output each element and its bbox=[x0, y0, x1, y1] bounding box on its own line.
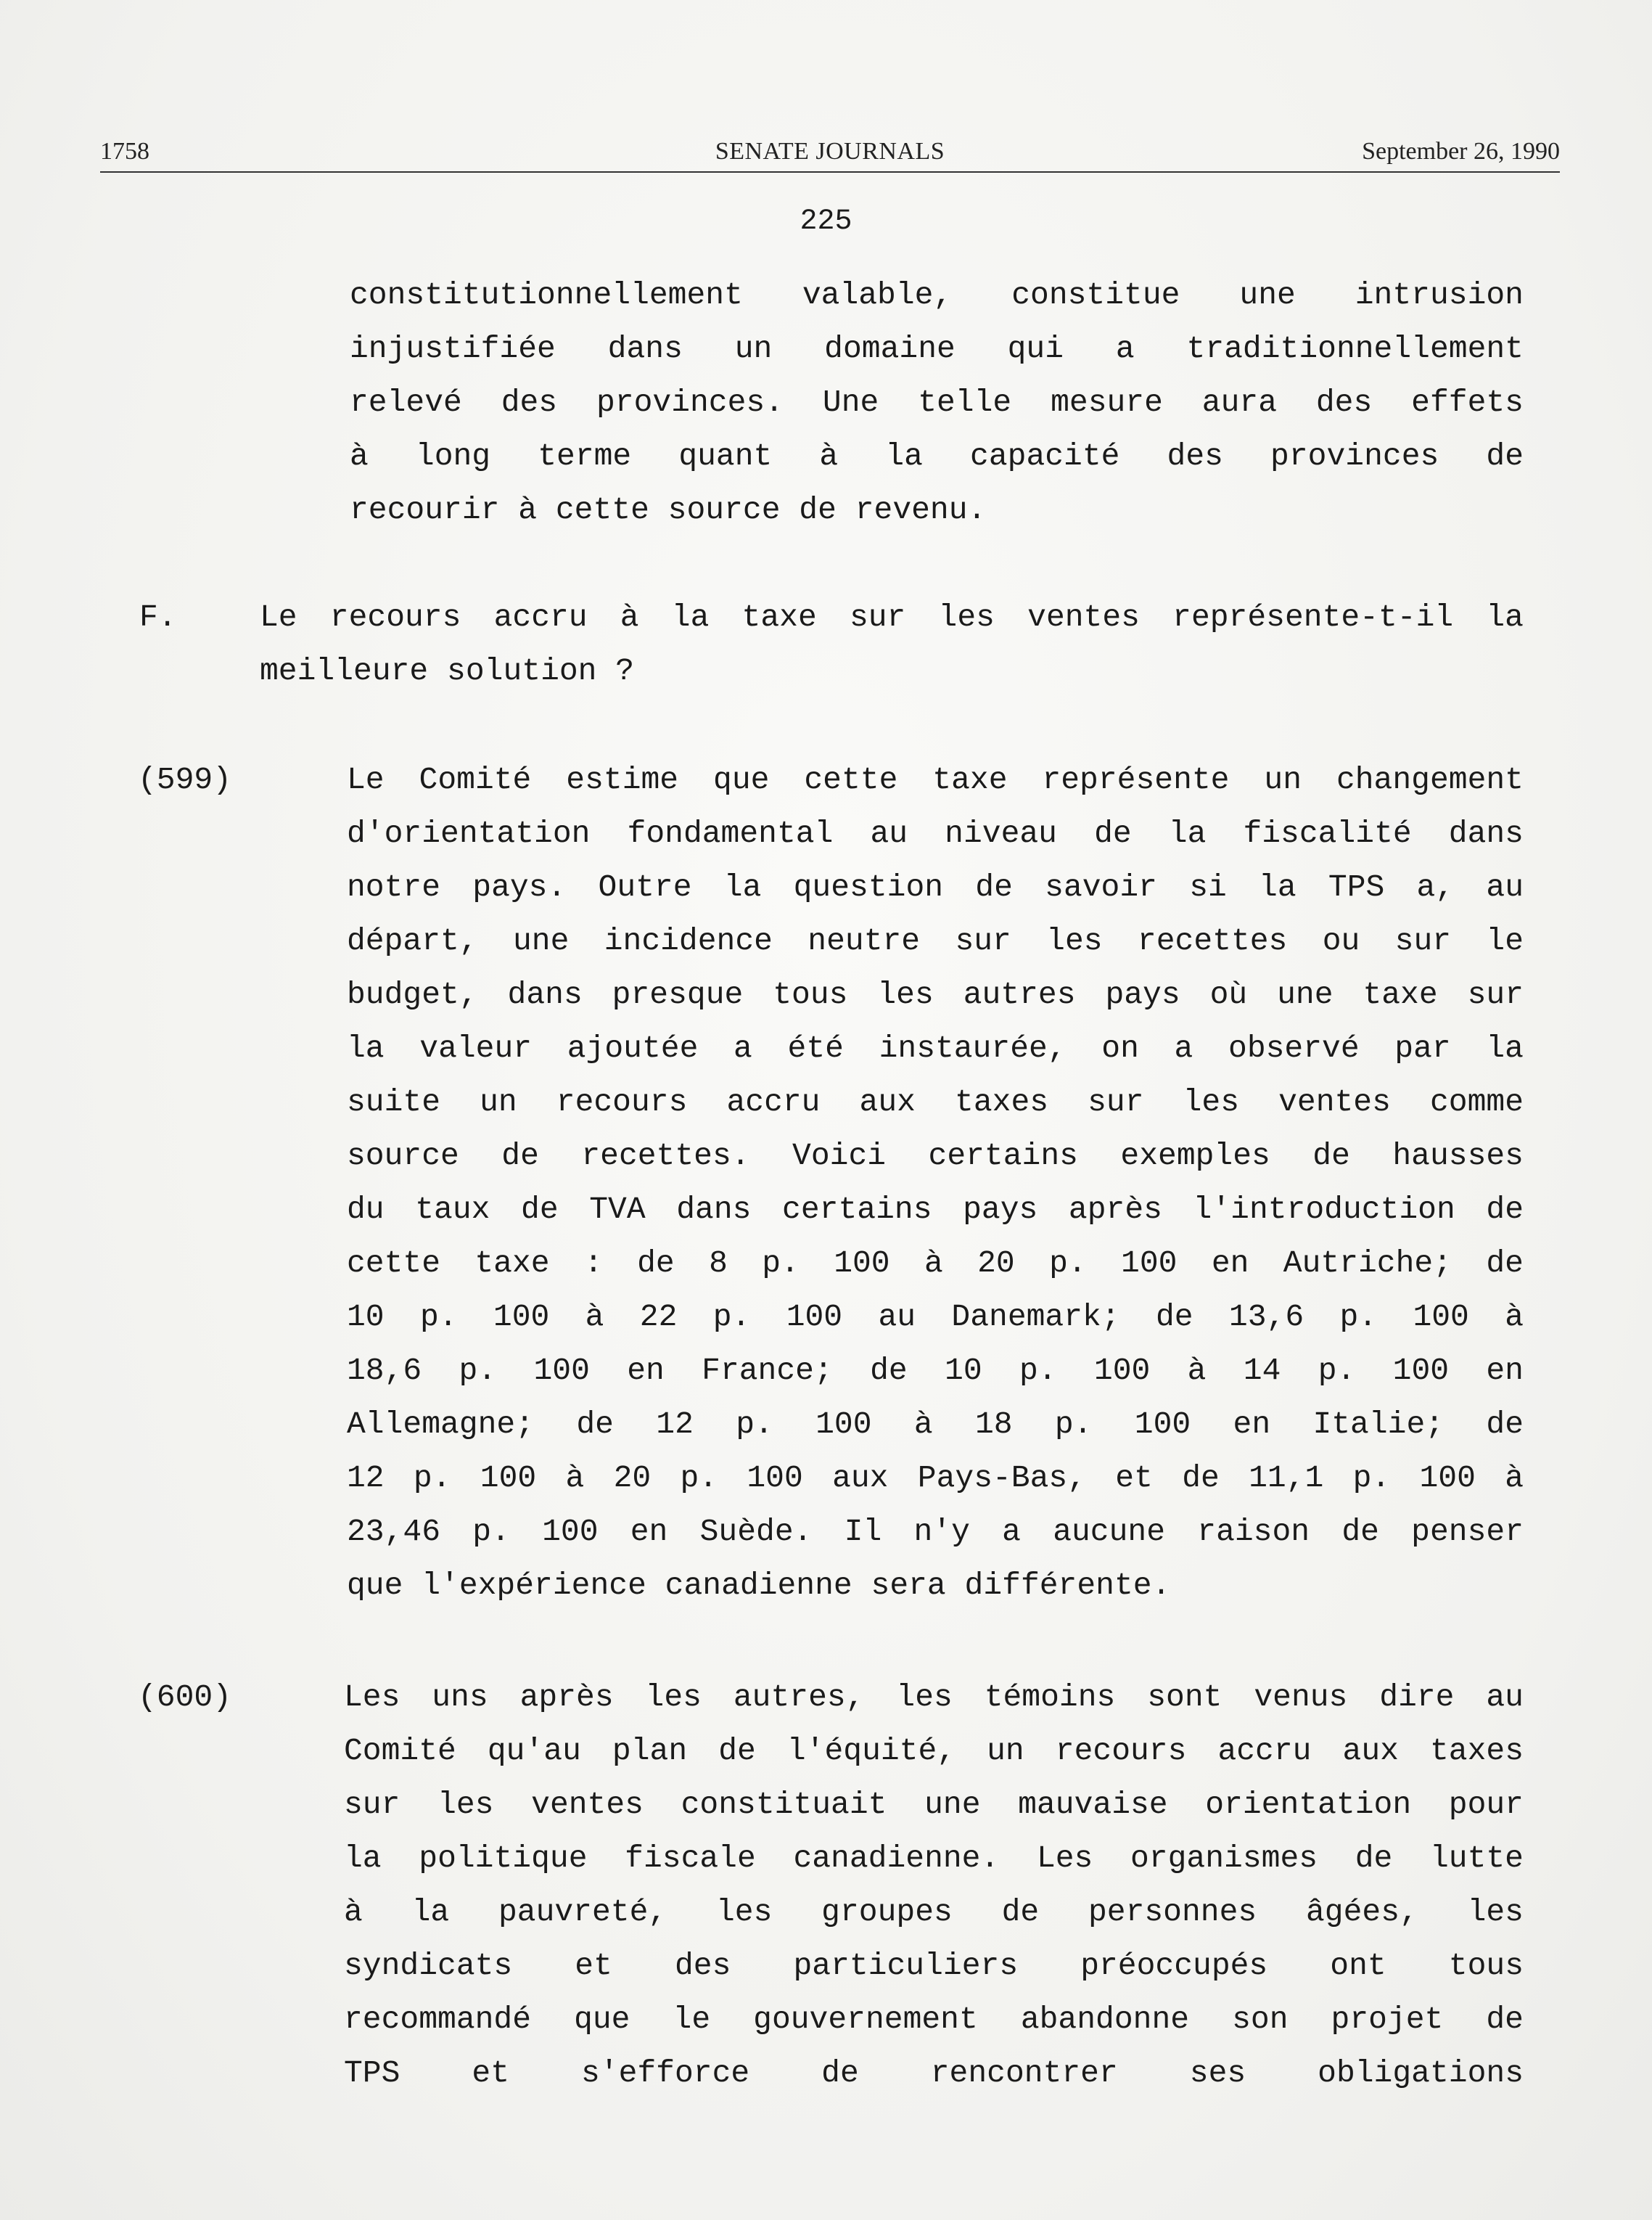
text-line: 10 p. 100 à 22 p. 100 au Danemark; de 13,6 p. 100 à bbox=[347, 1299, 1524, 1335]
text-line: syndicats et des particuliers préoccupés ont tous bbox=[344, 1948, 1524, 1983]
text-line: d'orientation fondamental au niveau de la fiscalité dans bbox=[347, 816, 1524, 851]
text-line: recommandé que le gouvernement abandonne son projet de bbox=[344, 2002, 1524, 2037]
text-line: la valeur ajoutée a été instaurée, on a observé par la bbox=[347, 1031, 1524, 1066]
text-line: Le Comité estime que cette taxe représente un changement bbox=[347, 762, 1524, 798]
text-line: budget, dans presque tous les autres pays où une taxe sur bbox=[347, 977, 1524, 1012]
text-line: la politique fiscale canadienne. Les organismes de lutte bbox=[344, 1840, 1524, 1876]
page-header bbox=[100, 138, 1560, 168]
text-line: Comité qu'au plan de l'équité, un recours accru aux taxes bbox=[344, 1733, 1524, 1769]
paragraph-599 bbox=[347, 753, 1524, 1613]
header-rule bbox=[100, 171, 1560, 173]
text-line: constitutionnellement valable, constitue une intrusion bbox=[350, 277, 1524, 313]
text-line: 18,6 p. 100 en France; de 10 p. 100 à 14 p. 100 en bbox=[347, 1353, 1524, 1388]
paragraph-number: (599) bbox=[138, 762, 232, 798]
text-line: à long terme quant à la capacité des provinces de bbox=[350, 438, 1524, 474]
text-line: recourir à cette source de revenu. bbox=[350, 492, 987, 528]
text-line: notre pays. Outre la question de savoir si la TPS a, au bbox=[347, 869, 1524, 905]
text-line: Le recours accru à la taxe sur les ventes représente-t-il la bbox=[260, 599, 1524, 635]
text-line: 23,46 p. 100 en Suède. Il n'y a aucune raison de penser bbox=[347, 1514, 1524, 1549]
text-line: Allemagne; de 12 p. 100 à 18 p. 100 en Italie; de bbox=[347, 1406, 1524, 1442]
text-line: 12 p. 100 à 20 p. 100 aux Pays-Bas, et de 11,1 p. 100 à bbox=[347, 1460, 1524, 1496]
section-letter: F. bbox=[139, 599, 177, 635]
journal-date: September 26, 1990 bbox=[1362, 138, 1560, 165]
text-line: du taux de TVA dans certains pays après l'introduction de bbox=[347, 1192, 1524, 1227]
journal-page-number: 1758 bbox=[100, 138, 149, 165]
text-line: départ, une incidence neutre sur les recettes ou sur le bbox=[347, 923, 1524, 959]
text-line: TPS et s'efforce de rencontrer ses obligations bbox=[344, 2055, 1524, 2091]
intro-paragraph bbox=[350, 269, 1524, 537]
paragraph-600 bbox=[344, 1671, 1524, 2100]
text-line: cette taxe : de 8 p. 100 à 20 p. 100 en Autriche; de bbox=[347, 1245, 1524, 1281]
text-line: à la pauvreté, les groupes de personnes âgées, les bbox=[344, 1894, 1524, 1930]
text-line: source de recettes. Voici certains exemples de hausses bbox=[347, 1138, 1524, 1174]
section-heading bbox=[260, 591, 1524, 698]
text-line: suite un recours accru aux taxes sur les ventes comme bbox=[347, 1084, 1524, 1120]
journal-title: SENATE JOURNALS bbox=[715, 138, 945, 165]
text-line: relevé des provinces. Une telle mesure aura des effets bbox=[350, 385, 1524, 420]
text-line: Les uns après les autres, les témoins sont venus dire au bbox=[344, 1679, 1524, 1715]
document-page-number: 225 bbox=[800, 205, 852, 238]
text-line: meilleure solution ? bbox=[260, 653, 635, 689]
text-line: injustifiée dans un domaine qui a traditionnellement bbox=[350, 331, 1524, 366]
paragraph-number: (600) bbox=[138, 1679, 232, 1715]
text-line: que l'expérience canadienne sera différente. bbox=[347, 1568, 1171, 1603]
text-line: sur les ventes constituait une mauvaise orientation pour bbox=[344, 1787, 1524, 1822]
